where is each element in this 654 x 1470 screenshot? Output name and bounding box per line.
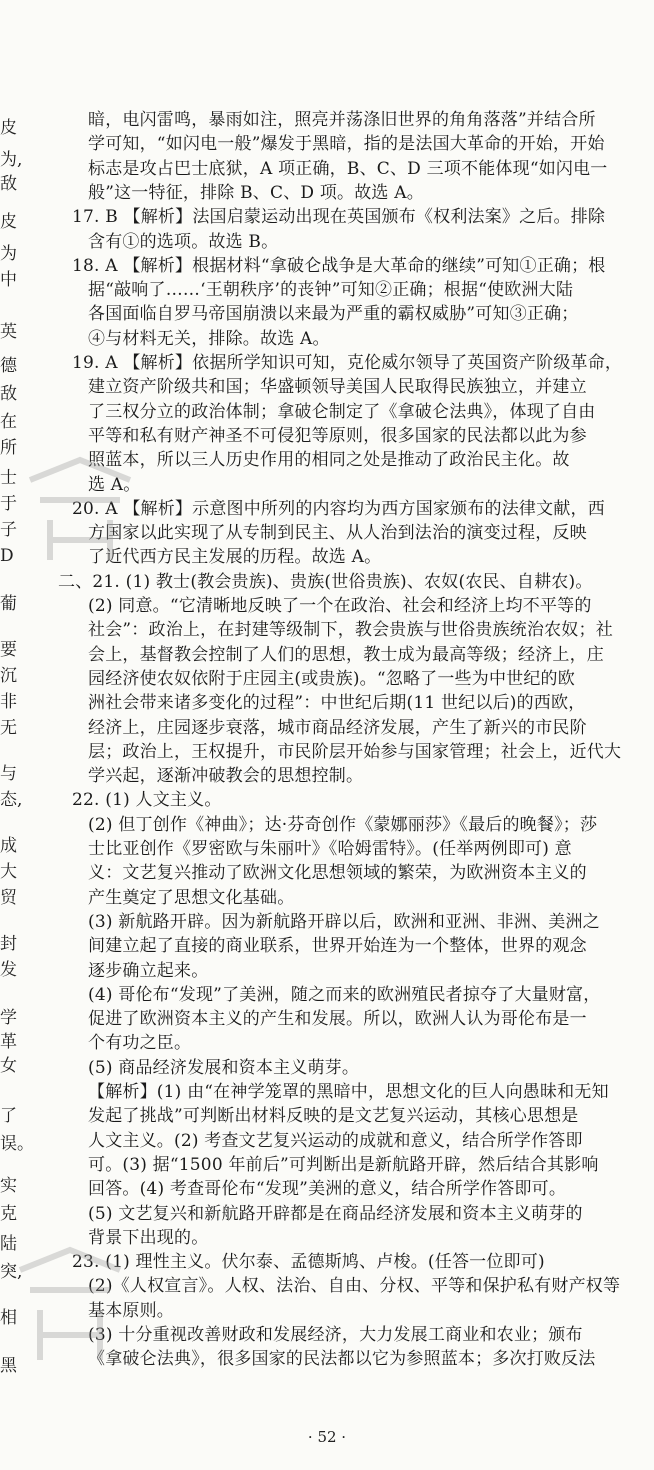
gutter-fragment: 学	[0, 1008, 17, 1028]
text-line: 20. A 【解析】示意图中所列的内容均为西方国家颁布的法律文献，西	[72, 498, 605, 519]
gutter-fragment: 敌	[0, 384, 17, 404]
gutter-fragment: 实	[0, 1176, 17, 1196]
gutter-fragment: 为,	[0, 150, 23, 170]
gutter-fragment: 克	[0, 1204, 17, 1224]
text-line: (4) 哥伦布“发现”了美洲，随之而来的欧洲殖民者掠夺了大量财富，	[88, 984, 601, 1005]
text-line: 据“敲响了……‘王朝秩序’的丧钟”可知②正确；根据“使欧洲大陆	[88, 280, 574, 301]
gutter-fragment: 在	[0, 412, 17, 432]
gutter-fragment: 德	[0, 356, 17, 376]
text-line: 促进了欧洲资本主义的产生和发展。所以，欧洲人认为哥伦布是一	[88, 1009, 587, 1030]
gutter-fragment: 女	[0, 1056, 17, 1076]
text-line: 回答。(4) 考查哥伦布“发现”美洲的意义，结合所学作答即可。	[88, 1179, 567, 1200]
text-line: 22. (1) 人文主义。	[72, 790, 222, 811]
text-line: (2) 但丁创作《神曲》；达·芬奇创作《蒙娜丽莎》《最后的晚餐》；莎	[88, 814, 598, 835]
text-line: 了近代西方民主发展的历程。故选 A。	[88, 547, 382, 568]
text-line: 建立资产阶级共和国；华盛顿领导美国人民取得民族独立，并建立	[88, 377, 587, 398]
text-line: 义：文艺复兴推动了欧洲文化思想领域的繁荣，为欧洲资本主义的	[88, 863, 587, 884]
left-gutter-fragments	[0, 0, 34, 1470]
gutter-fragment: 于	[0, 494, 17, 514]
text-line: (2) 同意。“它清晰地反映了一个在政治、社会和经济上均不平等的	[88, 596, 592, 616]
text-line: 标志是攻占巴士底狱，A 项正确，B、C、D 三项不能体现“如闪电一	[88, 158, 608, 179]
text-line: 背景下出现的。	[88, 1227, 209, 1248]
gutter-fragment: 皮	[0, 212, 17, 232]
text-line: 层；政治上，王权提升，市民阶层开始参与国家管理；社会上，近代大	[88, 741, 622, 762]
gutter-fragment: 了	[0, 1106, 17, 1126]
gutter-fragment: 非	[0, 692, 17, 712]
text-line: 园经济使农奴依附于庄园主(或贵族)。“忽略了一些为中世纪的欧	[88, 668, 575, 689]
gutter-fragment: 敌	[0, 174, 17, 194]
gutter-fragment: 与	[0, 764, 17, 784]
text-line: 学兴起，逐渐冲破教会的思想控制。	[88, 766, 364, 787]
gutter-fragment: 皮	[0, 118, 17, 138]
gutter-fragment: 所	[0, 438, 17, 458]
gutter-fragment: 黑	[0, 1356, 17, 1376]
text-line: (2)《人权宣言》。人权、法治、自由、分权、平等和保护私有财产权等	[88, 1276, 621, 1297]
text-line: (5) 商品经济发展和资本主义萌芽。	[88, 1057, 360, 1078]
gutter-fragment: 中	[0, 270, 17, 290]
page-number: · 52 ·	[307, 1428, 347, 1446]
text-line: 二、21. (1) 教士(教会贵族)、贵族(世俗贵族)、农奴(农民、自耕农)。	[58, 571, 593, 592]
text-line: 般”这一特征，排除 B、C、D 项。故选 A。	[88, 182, 424, 203]
gutter-fragment: D	[0, 546, 14, 566]
text-line: 个有功之臣。	[88, 1033, 192, 1054]
gutter-fragment: 发	[0, 960, 17, 980]
gutter-fragment: 子	[0, 520, 17, 540]
text-line: 产生奠定了思想文化基础。	[88, 887, 295, 908]
text-line: 《拿破仑法典》，很多国家的民法都以它为参照蓝本；多次打败反法	[88, 1349, 596, 1370]
text-line: 间建立起了直接的商业联系，世界开始连为一个整体，世界的观念	[88, 936, 587, 957]
text-line: 人文主义。(2) 考查文艺复兴运动的成就和意义，结合所学作答即	[88, 1130, 583, 1151]
text-line: 发起了挑战”可判断出材料反映的是文艺复兴运动，其核心思想是	[88, 1106, 579, 1127]
text-line: 了三权分立的政治体制；拿破仑制定了《拿破仑法典》，体现了自由	[88, 401, 596, 422]
text-line: 各国面临自罗马帝国崩溃以来最为严重的霸权威胁”可知③正确；	[88, 304, 579, 325]
gutter-fragment: 封	[0, 934, 17, 954]
text-line: 可。(3) 据“1500 年前后”可判断出是新航路开辟，然后结合其影响	[88, 1154, 599, 1175]
gutter-fragment: 革	[0, 1032, 17, 1052]
gutter-fragment: 突,	[0, 1262, 23, 1282]
gutter-fragment: 士	[0, 468, 17, 488]
text-line: 【解析】(1) 由“在神学笼罩的黑暗中，思想文化的巨人向愚昧和无知	[88, 1082, 609, 1102]
text-line: 选 A。	[88, 474, 141, 495]
text-line: 照蓝本，所以三人历史作用的相同之处是推动了政治民主化。故	[88, 450, 570, 471]
gutter-fragment: 大	[0, 862, 17, 882]
gutter-fragment: 相	[0, 1308, 17, 1328]
gutter-fragment: 态,	[0, 790, 23, 810]
text-line: 含有①的选项。故选 B。	[88, 231, 279, 252]
gutter-fragment: 误。	[0, 1134, 34, 1154]
gutter-fragment: 为	[0, 244, 17, 264]
text-line: 17. B 【解析】法国启蒙运动出现在英国颁布《权利法案》之后。排除	[72, 207, 606, 228]
text-line: (5) 文艺复兴和新航路开辟都是在商品经济发展和资本主义萌芽的	[88, 1203, 583, 1224]
gutter-fragment: 葡	[0, 594, 17, 614]
gutter-fragment: 要	[0, 640, 17, 660]
text-line: 方国家以此实现了从专制到民主、从人治到法治的演变过程，反映	[88, 523, 587, 544]
text-line: 18. A 【解析】根据材料“拿破仑战争是大革命的继续”可知①正确；根	[72, 255, 606, 276]
text-line: (3) 十分重视改善财政和发展经济，大力发展工商业和农业；颁布	[88, 1325, 583, 1345]
text-line: 平等和私有财产神圣不可侵犯等原则，很多国家的民法都以此为参	[88, 425, 587, 446]
gutter-fragment: 英	[0, 322, 17, 342]
text-line: 洲社会带来诸多变化的过程”：中世纪后期(11 世纪以后)的西欧，	[88, 693, 586, 714]
gutter-fragment: 陆	[0, 1234, 17, 1254]
gutter-fragment: 无	[0, 718, 17, 738]
text-line: 学可知，“如闪电一般”爆发于黑暗，指的是法国大革命的开始，开始	[88, 134, 605, 155]
text-line: (3) 新航路开辟。因为新航路开辟以后，欧洲和亚洲、非洲、美洲之	[88, 911, 600, 932]
text-line: 23. (1) 理性主义。伏尔泰、孟德斯鸠、卢梭。(任答一位即可)	[72, 1252, 545, 1273]
text-line: 士比亚创作《罗密欧与朱丽叶》《哈姆雷特》。(任举两例即可) 意	[88, 839, 572, 859]
gutter-fragment: 沉	[0, 666, 17, 686]
text-line: 19. A 【解析】依据所学知识可知，克伦威尔领导了英国资产阶级革命，	[72, 353, 623, 373]
text-line: 逐步确立起来。	[88, 960, 209, 981]
text-line: 暗，电闪雷鸣，暴雨如注，照亮并荡涤旧世界的角角落落”并结合所	[88, 110, 596, 130]
text-line: 会上，基督教会控制了人们的思想，教士成为最高等级；经济上，庄	[88, 644, 604, 665]
text-line: ④与材料无关，排除。故选 A。	[88, 328, 330, 349]
gutter-fragment: 成	[0, 836, 17, 856]
text-line: 经济上，庄园逐步衰落，城市商品经济发展，产生了新兴的市民阶	[88, 717, 587, 738]
gutter-fragment: 贸	[0, 888, 17, 908]
answer-content	[22, 0, 654, 1470]
text-line: 社会”：政治上，在封建等级制下，教会贵族与世俗贵族统治农奴；社	[88, 620, 613, 641]
text-line: 基本原则。	[88, 1300, 174, 1321]
